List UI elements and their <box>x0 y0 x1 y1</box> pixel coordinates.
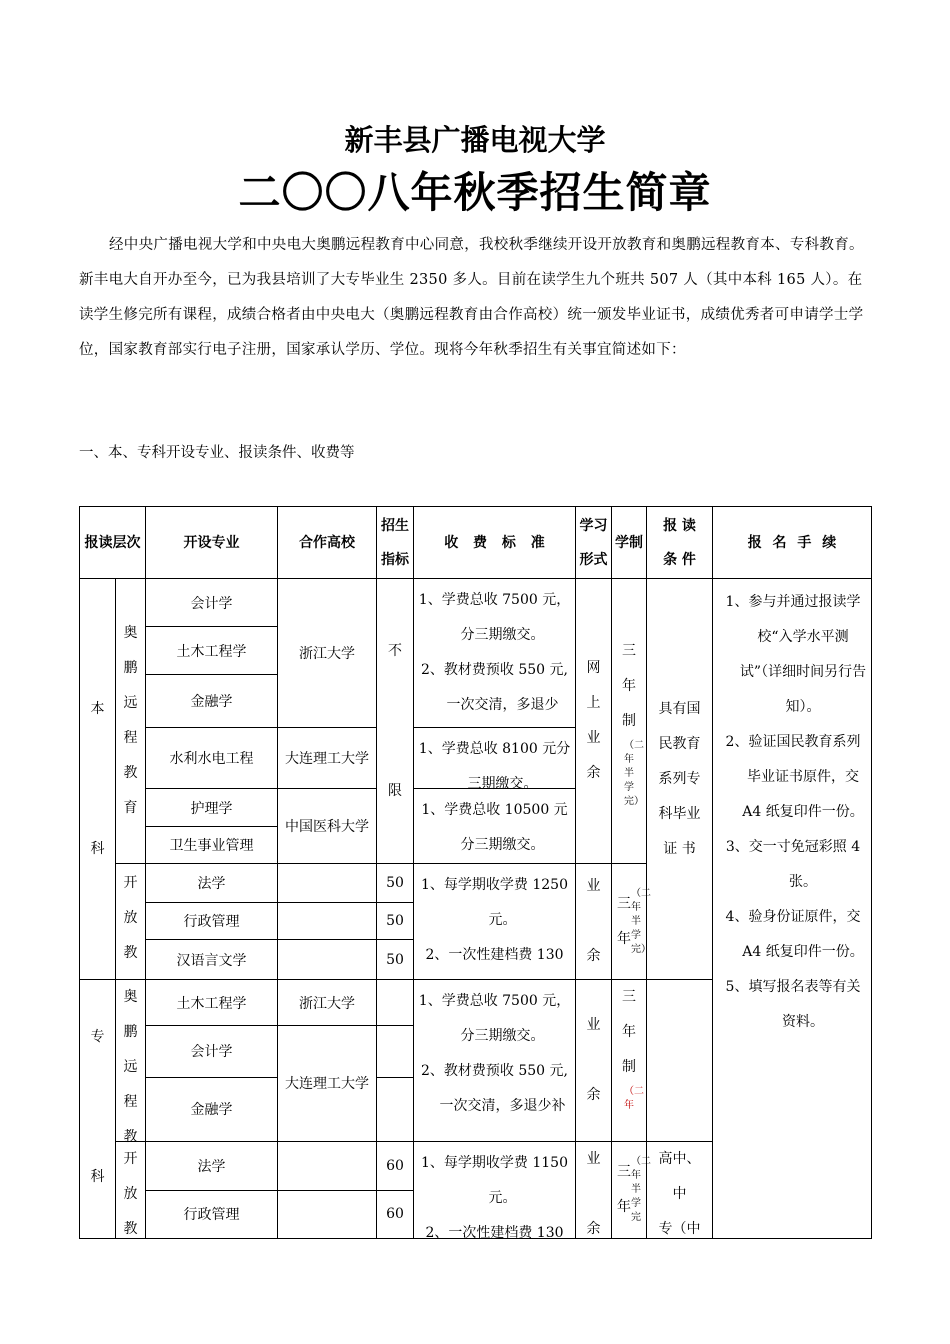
quota-cell: 50 <box>377 864 414 903</box>
header-partner: 合作高校 <box>278 507 377 579</box>
table-header-row <box>80 507 872 579</box>
quota-cell: 60 <box>377 1190 414 1239</box>
header-procedure: 报 名 手 续 <box>713 507 872 579</box>
mode-cell: 业 余 <box>576 1141 612 1239</box>
partner-cell: 浙江大学 <box>278 579 377 728</box>
duration-cell: 三 年 制 （二年半学完） <box>612 579 647 864</box>
mode-cell: 业 余 <box>576 980 612 1142</box>
partner-cell <box>278 1141 377 1190</box>
header-major: 开设专业 <box>146 507 278 579</box>
fee-cell: 1、每学期收学费 1150 元。 2、一次性建档费 130 <box>414 1141 576 1239</box>
quota-cell: 50 <box>377 940 414 980</box>
quota-cell: 50 <box>377 903 414 940</box>
partner-cell <box>278 903 377 940</box>
major-cell: 金融学 <box>146 1077 278 1141</box>
duration-cell: 三 年 （二年半学完 <box>612 1141 647 1239</box>
partner-cell: 中国医科大学 <box>278 789 377 864</box>
major-cell: 金融学 <box>146 675 278 728</box>
header-condition: 报 读 条 件 <box>647 507 713 579</box>
header-level: 报读层次 <box>80 507 146 579</box>
type-kaifang-zhuanke: 开 放 教 <box>116 1141 146 1239</box>
major-cell: 护理学 <box>146 789 278 827</box>
quota-cell <box>377 1026 414 1078</box>
duration-cell: 三 年 制 （二年 <box>612 980 647 1142</box>
fee-cell: 1、每学期收学费 1250 元。 2、一次性建档费 130 <box>414 864 576 980</box>
header-quota: 招生 指标 <box>377 507 414 579</box>
major-cell: 行政管理 <box>146 903 278 940</box>
quota-cell: 60 <box>377 1141 414 1190</box>
partner-cell: 浙江大学 <box>278 980 377 1026</box>
mode-cell: 网 上 业 余 <box>576 579 612 864</box>
major-cell: 法学 <box>146 1141 278 1190</box>
major-cell: 行政管理 <box>146 1190 278 1239</box>
fee-cell: 1、学费总收 7500 元，分三期缴交。 2、教材费预收 550 元,一次交清，多退少 <box>414 579 576 728</box>
table-row <box>80 579 872 627</box>
admissions-table <box>79 506 872 1239</box>
page-title: 二〇〇八年秋季招生简章 <box>238 168 712 217</box>
fee-cell: 1、学费总收 8100 元分三期缴交。 <box>414 728 576 789</box>
major-cell: 水利水电工程 <box>146 728 278 789</box>
duration-cell: 三 年 （二年半学完） <box>612 864 647 980</box>
partner-cell <box>278 1190 377 1239</box>
type-aopeng-benke: 奥 鹏 远 程 教 育 <box>116 579 146 864</box>
intro-paragraph: 经中央广播电视大学和中央电大奥鹏远程教育中心同意，我校秋季继续开设开放教育和奥鹏远程教育本、专科教育。新丰电大自开办至今，已为我县培训了大专毕业生 2350 多人。目前在读学生九个班共 507 人（其中本科 165 人）。在读学生修完所有课程，成绩合格者由中央电大（奥鹏远程教育由合作高校）统一颁发毕业证书，成绩优秀者可申请学士学位，国家教育部实行电子注册，国家承认学历、学位。现将今年秋季招生有关事宜简述如下： <box>79 237 864 358</box>
type-aopeng-zhuanke: 奥 鹏 远 程 教 <box>116 980 146 1142</box>
school-name: 新丰县广播电视大学 <box>344 123 606 157</box>
condition-cell <box>647 980 713 1142</box>
partner-cell: 大连理工大学 <box>278 728 377 789</box>
major-cell: 土木工程学 <box>146 980 278 1026</box>
major-cell: 会计学 <box>146 579 278 627</box>
level-benke: 本 科 <box>80 579 116 980</box>
level-zhuanke: 专 科 <box>80 980 116 1239</box>
condition-cell: 具有国 民教育 系列专 科毕业 证 书 <box>647 579 713 980</box>
partner-cell <box>278 940 377 980</box>
type-kaifang-benke: 开 放 教 <box>116 864 146 980</box>
procedure-cell: 1、参与并通过报读学校“入学水平测试”（详细时间另行告知）。 2、验证国民教育系列毕业证书原件，交 A4 纸复印件一份。 3、交一寸免冠彩照 4 张。 4、验身份证原件，交 A4 纸复印件一份。 5、填写报名表等有关资料。 <box>713 579 872 1239</box>
quota-cell: 不 限 <box>377 579 414 864</box>
quota-cell <box>377 1077 414 1141</box>
fee-cell: 1、学费总收 10500 元分三期缴交。 <box>414 789 576 864</box>
fee-cell: 1、学费总收 7500 元，分三期缴交。 2、教材费预收 550 元,一次交清，多退少补 <box>414 980 576 1142</box>
header-fee: 收 费 标 准 <box>414 507 576 579</box>
mode-cell: 业 余 <box>576 864 612 980</box>
section-heading: 一、本、专科开设专业、报读条件、收费等 <box>79 445 355 461</box>
major-cell: 卫生事业管理 <box>146 827 278 864</box>
major-cell: 法学 <box>146 864 278 903</box>
condition-cell: 高中、 中 专（中 <box>647 1141 713 1239</box>
major-cell: 土木工程学 <box>146 627 278 675</box>
header-duration: 学制 <box>612 507 647 579</box>
partner-cell: 大连理工大学 <box>278 1026 377 1142</box>
major-cell: 会计学 <box>146 1026 278 1078</box>
major-cell: 汉语言文学 <box>146 940 278 980</box>
partner-cell <box>278 864 377 903</box>
header-mode: 学习 形式 <box>576 507 612 579</box>
quota-cell <box>377 980 414 1026</box>
